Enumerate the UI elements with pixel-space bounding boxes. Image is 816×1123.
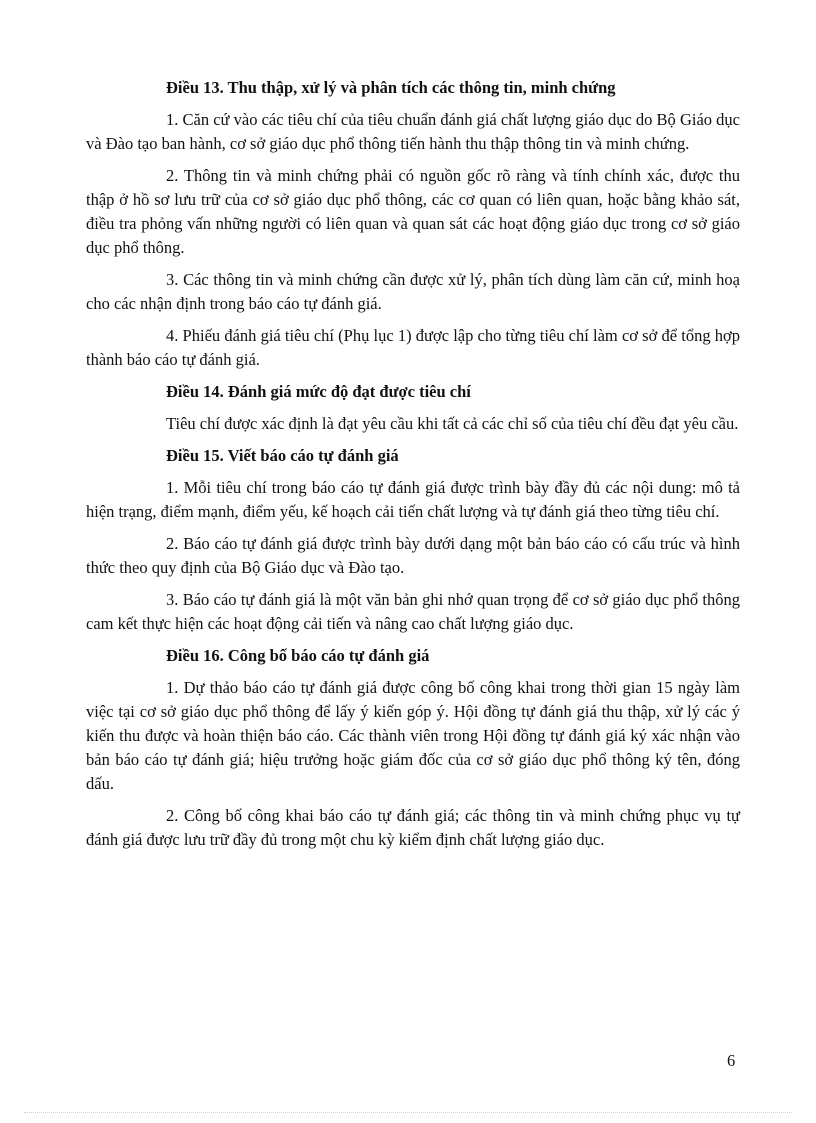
paragraph: 1. Căn cứ vào các tiêu chí của tiêu chuẩn đánh giá chất lượng giáo dục do Bộ Giáo dục và Đào tạo ban hành, cơ sở giáo dục phổ thông tiến hành thu thập thông tin và minh chứng.	[86, 110, 740, 153]
paragraph: 1. Mỗi tiêu chí trong báo cáo tự đánh giá được trình bày đầy đủ các nội dung: mô tả hiện trạng, điểm mạnh, điểm yếu, kế hoạch cải tiến chất lượng và tự đánh giá theo từng tiêu chí.	[86, 478, 740, 521]
document-page	[86, 76, 740, 860]
article-heading: Điều 16. Công bố báo cáo tự đánh giá	[166, 646, 430, 665]
section-article-16	[86, 644, 740, 852]
article-heading: Điều 13. Thu thập, xử lý và phân tích các thông tin, minh chứng	[166, 78, 616, 97]
paragraph: Tiêu chí được xác định là đạt yêu cầu khi tất cả các chỉ số của tiêu chí đều đạt yêu cầu.	[166, 414, 739, 433]
paragraph: 1. Dự thảo báo cáo tự đánh giá được công bố công khai trong thời gian 15 ngày làm việc tại cơ sở giáo dục phổ thông để lấy ý kiến góp ý. Hội đồng tự đánh giá thu thập, xử lý các ý kiến thu được và hoàn thiện báo cáo. Các thành viên trong Hội đồng tự đánh giá ký xác nhận vào bản báo cáo tự đánh giá; hiệu trưởng hoặc giám đốc của cơ sở giáo dục phổ thông ký tên, đóng dấu.	[86, 678, 740, 793]
paragraph: 4. Phiếu đánh giá tiêu chí (Phụ lục 1) được lập cho từng tiêu chí làm cơ sở để tổng hợp thành báo cáo tự đánh giá.	[86, 326, 740, 369]
paragraph: 3. Các thông tin và minh chứng cần được xử lý, phân tích dùng làm căn cứ, minh hoạ cho các nhận định trong báo cáo tự đánh giá.	[86, 270, 740, 313]
paragraph: 2. Thông tin và minh chứng phải có nguồn gốc rõ ràng và tính chính xác, được thu thập ở hồ sơ lưu trữ của cơ sở giáo dục phổ thông, các cơ quan có liên quan, hoặc bằng khảo sát, điều tra phỏng vấn những người có liên quan và quan sát các hoạt động giáo dục trong cơ sở giáo dục phổ thông.	[86, 166, 740, 257]
section-article-15	[86, 444, 740, 636]
paragraph: 2. Báo cáo tự đánh giá được trình bày dưới dạng một bản báo cáo có cấu trúc và hình thức theo quy định của Bộ Giáo dục và Đào tạo.	[86, 534, 740, 577]
section-article-13	[86, 76, 740, 372]
article-heading: Điều 15. Viết báo cáo tự đánh giá	[166, 446, 399, 465]
paragraph: 2. Công bố công khai báo cáo tự đánh giá; các thông tin và minh chứng phục vụ tự đánh giá được lưu trữ đầy đủ trong một chu kỳ kiểm định chất lượng giáo dục.	[86, 806, 740, 849]
section-article-14	[86, 380, 740, 436]
article-heading: Điều 14. Đánh giá mức độ đạt được tiêu chí	[166, 382, 471, 401]
page-number: 6	[727, 1051, 736, 1070]
page-bottom-divider	[24, 1112, 792, 1113]
paragraph: 3. Báo cáo tự đánh giá là một văn bản ghi nhớ quan trọng để cơ sở giáo dục phổ thông cam kết thực hiện các hoạt động cải tiến và nâng cao chất lượng giáo dục.	[86, 590, 740, 633]
